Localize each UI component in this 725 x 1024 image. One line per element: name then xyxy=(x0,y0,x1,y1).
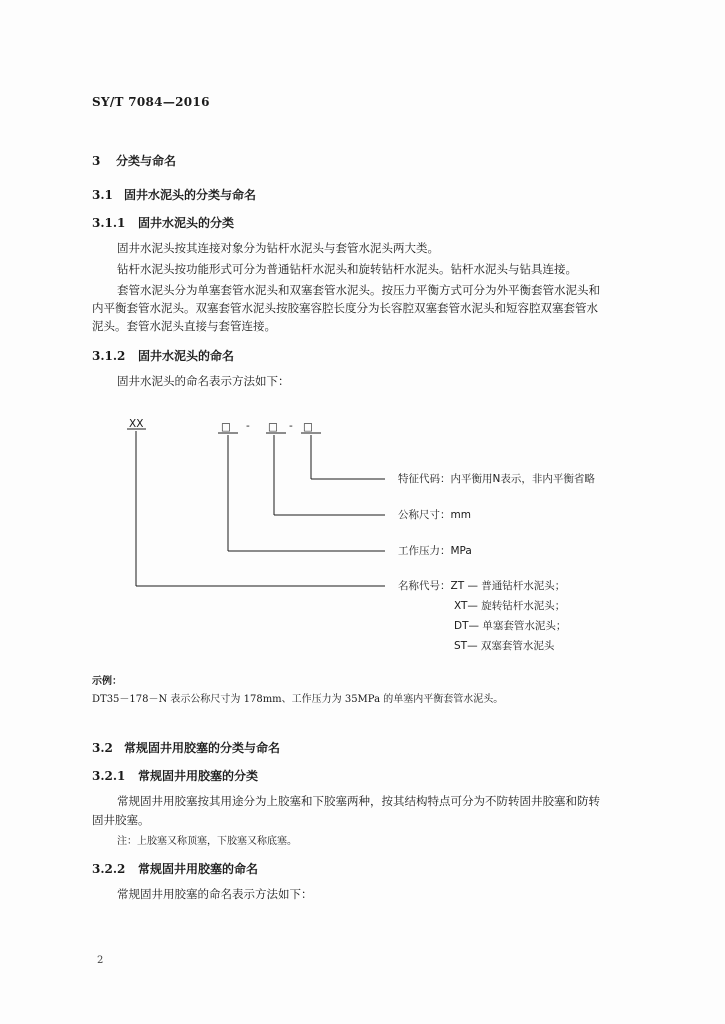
name-code-xt: XT— 旋转钻杆水泥头； xyxy=(454,600,566,612)
section-3-heading xyxy=(92,152,176,169)
dash-separator: - xyxy=(246,420,250,432)
section-3-1-heading xyxy=(92,186,256,203)
nominal-size-label: 公称尺寸：mm xyxy=(398,509,471,521)
section-3-2-2-heading xyxy=(92,860,258,877)
paragraph-continuation: 内平衡套管水泥头。双塞套管水泥头按胶塞容腔长度分为长容腔双塞套管水泥头和短容腔双塞套管水 xyxy=(92,301,598,315)
paragraph: 套管水泥头分为单塞套管水泥头和双塞套管水泥头。按压力平衡方式可分为外平衡套管水泥头和 xyxy=(117,283,600,297)
section-title: 固井水泥头的分类与命名 xyxy=(124,188,257,202)
paragraph: 固井水泥头按其连接对象分为钻杆水泥头与套管水泥头两大类。 xyxy=(117,241,439,255)
prefix-placeholder: XX xyxy=(129,418,144,430)
feature-code-label: 特征代码：内平衡用N表示，非内平衡省略 xyxy=(398,473,595,485)
paragraph: 常规固井用胶塞按其用途分为上胶塞和下胶塞两种，按其结构特点可分为不防转固井胶塞和防转 xyxy=(117,794,600,808)
standard-number: SY/T 7084—2016 xyxy=(92,95,210,109)
section-title: 分类与命名 xyxy=(116,154,177,168)
section-number: 3.1.2 xyxy=(92,349,126,363)
name-code-dt: DT— 单塞套管水泥头； xyxy=(454,620,567,632)
box-placeholder: □ xyxy=(221,421,231,433)
section-title: 常规固井用胶塞的命名 xyxy=(138,862,259,876)
section-title: 常规固井用胶塞的分类与命名 xyxy=(124,741,281,755)
section-number: 3.1 xyxy=(92,188,113,202)
section-number: 3.2.1 xyxy=(92,769,126,783)
section-3-2-heading xyxy=(92,739,280,756)
paragraph-continuation: 泥头。套管水泥头直接与套管连接。 xyxy=(92,319,276,333)
paragraph: 固井水泥头的命名表示方法如下： xyxy=(117,374,290,388)
example-text: DT35－178－N 表示公称尺寸为 178mm、工作压力为 35MPa 的单塞内平衡套管水泥头。 xyxy=(92,694,504,705)
section-title: 固井水泥头的命名 xyxy=(138,349,235,363)
paragraph-continuation: 固井胶塞。 xyxy=(92,813,150,827)
paragraph: 钻杆水泥头按功能形式可分为普通钻杆水泥头和旋转钻杆水泥头。钻杆水泥头与钻具连接。 xyxy=(117,262,577,276)
section-3-1-1-heading xyxy=(92,214,234,231)
section-3-2-1-heading xyxy=(92,767,258,784)
paragraph: 常规固井用胶塞的命名表示方法如下： xyxy=(117,887,313,901)
dash-separator: - xyxy=(289,420,293,432)
working-pressure-label: 工作压力：MPa xyxy=(398,545,472,557)
section-3-1-2-heading xyxy=(92,347,234,364)
section-number: 3.2 xyxy=(92,741,113,755)
section-title: 常规固井用胶塞的分类 xyxy=(138,769,259,783)
page-number: 2 xyxy=(97,955,104,966)
box-placeholder: □ xyxy=(303,421,313,433)
section-number: 3.2.2 xyxy=(92,862,126,876)
section-title: 固井水泥头的分类 xyxy=(138,216,235,230)
section-number: 3.1.1 xyxy=(92,216,126,230)
section-number: 3 xyxy=(92,154,101,168)
example-label: 示例： xyxy=(92,676,122,687)
box-placeholder: □ xyxy=(268,421,278,433)
name-code-label: 名称代号：ZT — 普通钻杆水泥头； xyxy=(398,580,566,592)
name-code-st: ST— 双塞套管水泥头 xyxy=(454,640,555,652)
note: 注：上胶塞又称顶塞，下胶塞又称底塞。 xyxy=(117,836,297,847)
